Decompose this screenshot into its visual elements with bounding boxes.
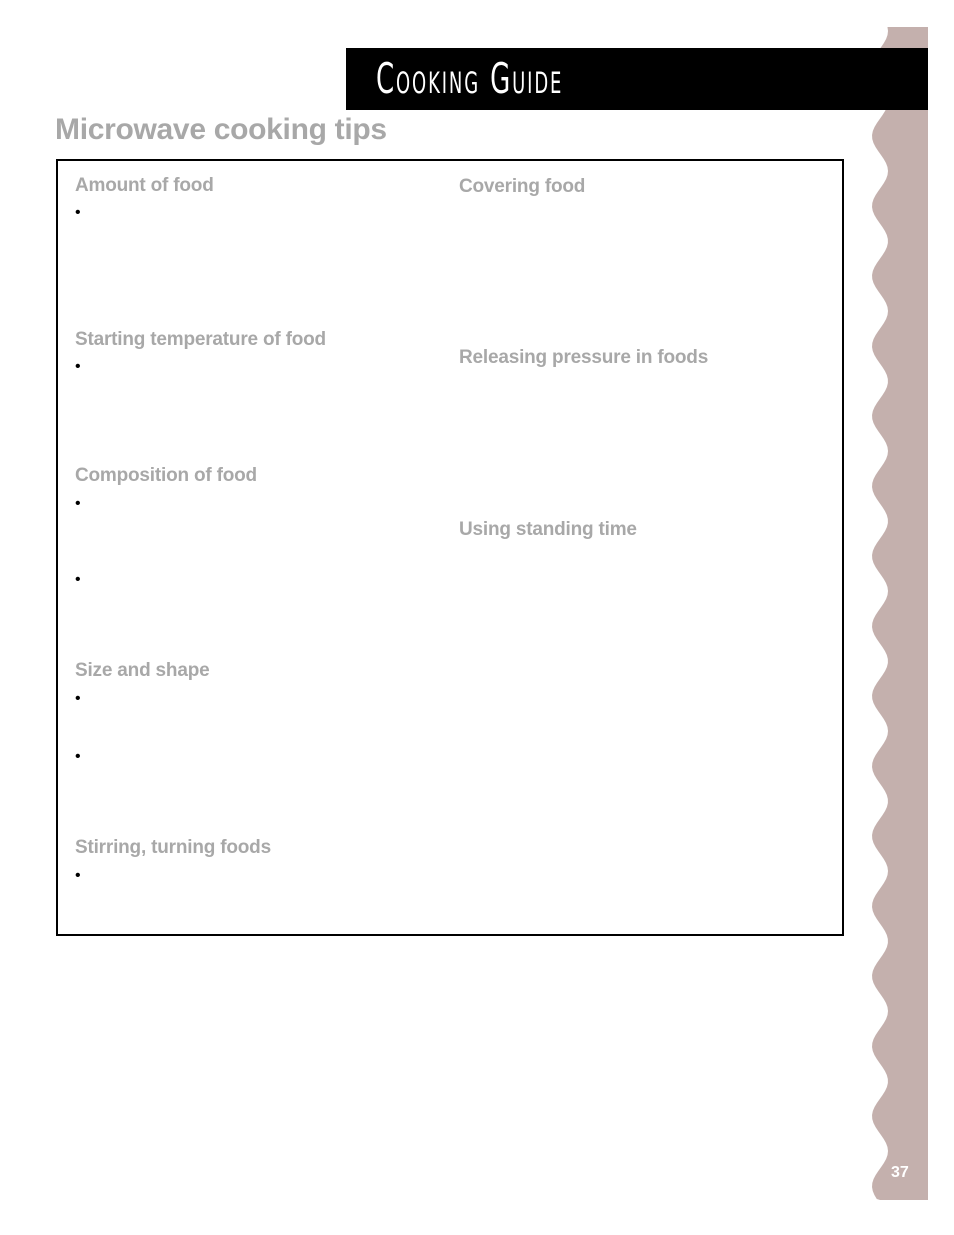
bullet-amount-1: • — [75, 204, 81, 221]
heading-composition-of-food: Composition of food — [75, 465, 257, 486]
heading-standing-time: Using standing time — [459, 519, 637, 540]
heading-starting-temperature: Starting temperature of food — [75, 329, 326, 350]
bullet-size-2: • — [75, 748, 81, 765]
bullet-composition-2: • — [75, 571, 81, 588]
decorative-side-strip — [870, 27, 928, 1200]
bullet-composition-1: • — [75, 495, 81, 512]
section-title: Cooking Guide — [376, 54, 564, 103]
heading-size-and-shape: Size and shape — [75, 660, 210, 681]
wavy-edge-graphic — [870, 27, 928, 1200]
heading-stirring-turning: Stirring, turning foods — [75, 837, 271, 858]
heading-covering-food: Covering food — [459, 176, 586, 197]
page-title: Microwave cooking tips — [55, 113, 387, 146]
heading-amount-of-food: Amount of food — [75, 175, 214, 196]
heading-releasing-pressure: Releasing pressure in foods — [459, 347, 709, 368]
tips-box — [56, 159, 844, 936]
bullet-temperature-1: • — [75, 358, 81, 375]
page-number: 37 — [891, 1164, 909, 1181]
bullet-stirring-1: • — [75, 867, 81, 884]
bullet-size-1: • — [75, 690, 81, 707]
section-title-bar — [346, 48, 928, 110]
